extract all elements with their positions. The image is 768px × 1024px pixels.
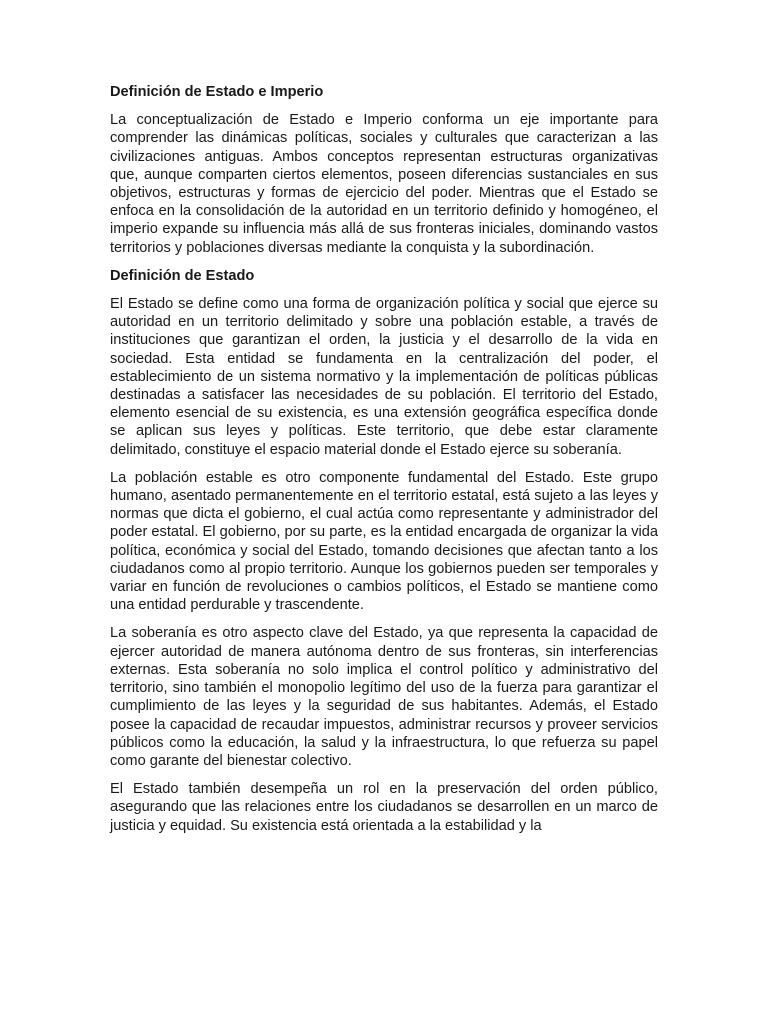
paragraph-orden-publico: El Estado también desempeña un rol en la preservación del orden público, asegurando que las relaciones entre los ciudadanos se desarrollen en un marco de justicia y equidad. Su existencia está orientada a la estabilidad y la — [110, 781, 658, 834]
paragraph-estado-definicion: El Estado se define como una forma de organización política y social que ejerce su autoridad en un territorio delimitado y sobre una población estable, a través de instituciones que garantizan el orden, la justicia y el desarrollo de la vida en sociedad. Esta entidad se fundamenta en la centralización del poder, el establecimiento de un sistema normativo y la implementación de políticas públicas destinadas a satisfacer las necesidades de su población. El territorio del Estado, elemento esencial de su existencia, es una extensión geográfica específica donde se aplican sus leyes y políticas. Este territorio, que debe estar claramente delimitado, constituye el espacio material donde el Estado ejerce su soberanía. — [110, 296, 658, 458]
section-heading-estado: Definición de Estado — [110, 267, 255, 284]
paragraph-poblacion: La población estable es otro componente fundamental del Estado. Este grupo humano, asentado permanentemente en el territorio estatal, está sujeto a las leyes y normas que dicta el gobierno, el cual actúa como representante y administrador del poder estatal. El gobierno, por su parte, es la entidad encargada de organizar la vida política, económica y social del Estado, tomando decisiones que afectan tanto a los ciudadanos como al propio territorio. Aunque los gobiernos pueden ser temporales y variar en función de revoluciones o cambios políticos, el Estado se mantiene como una entidad perdurable y trascendente. — [110, 469, 658, 614]
paragraph-intro: La conceptualización de Estado e Imperio conforma un eje importante para comprender las dinámicas políticas, sociales y culturales que caracterizan a las civilizaciones antiguas. Ambos conceptos representan estructuras organizativas que, aunque comparten ciertos elementos, poseen diferencias sustanciales en sus objetivos, estructuras y formas de ejercicio del poder. Mientras que el Estado se enfoca en la consolidación de la autoridad en un territorio definido y homogéneo, el imperio expande su influencia más allá de sus fronteras iniciales, dominando vastos territorios y poblaciones diversas mediante la conquista y la subordinación. — [110, 112, 658, 256]
paragraph-soberania: La soberanía es otro aspecto clave del Estado, ya que representa la capacidad de ejercer autoridad de manera autónoma dentro de sus fronteras, sin interferencias externas. Esta soberanía no solo implica el control político y administrativo del territorio, sino también el monopolio legítimo del uso de la fuerza para garantizar el cumplimiento de las leyes y la seguridad de sus habitantes. Además, el Estado posee la capacidad de recaudar impuestos, administrar recursos y proveer servicios públicos como la educación, la salud y la infraestructura, lo que refuerza su papel como garante del bienestar colectivo. — [110, 625, 658, 769]
document-body — [110, 83, 658, 845]
section-heading-estado-imperio: Definición de Estado e Imperio — [110, 84, 324, 100]
